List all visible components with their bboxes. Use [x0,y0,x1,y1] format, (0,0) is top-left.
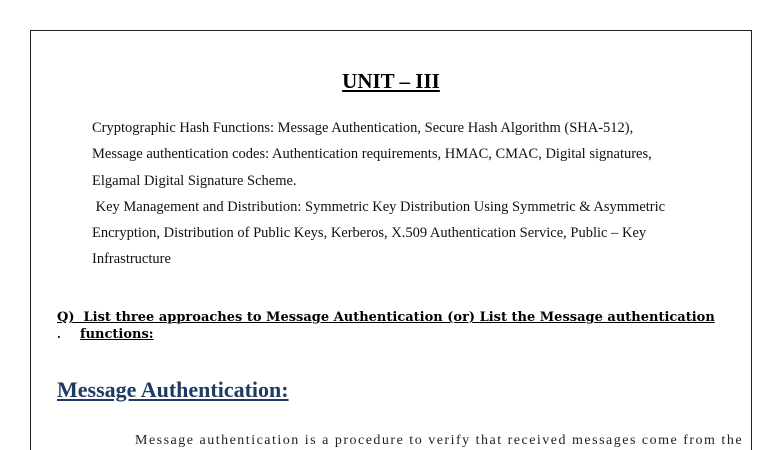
question-block [57,309,715,343]
syllabus-line: Key Management and Distribution: Symmetric Key Distribution Using Symmetric & Asymmetric [92,198,666,215]
syllabus-line: Infrastructure [92,251,171,268]
unit-title: UNIT – III [342,69,440,93]
question-bullet: . [57,328,61,341]
syllabus-line: Encryption, Distribution of Public Keys, Kerberos, X.509 Authentication Service, Public – Key [92,225,647,242]
section-heading: Message Authentication: [57,377,289,402]
syllabus-line: Message authentication codes: Authentication requirements, HMAC, CMAC, Digital signatures, [92,146,652,163]
syllabus-paragraph [92,115,712,273]
syllabus-line: Elgamal Digital Signature Scheme. [92,172,297,189]
body-text-line: Message authentication is a procedure to verify that received messages come from the [135,433,744,448]
document-page [30,30,752,450]
question-line-1: Q) List three approaches to Message Authentication (or) List the Message authentication [57,310,715,325]
syllabus-line: Cryptographic Hash Functions: Message Authentication, Secure Hash Algorithm (SHA-512), [92,120,634,136]
question-line-2: functions: [80,327,154,342]
